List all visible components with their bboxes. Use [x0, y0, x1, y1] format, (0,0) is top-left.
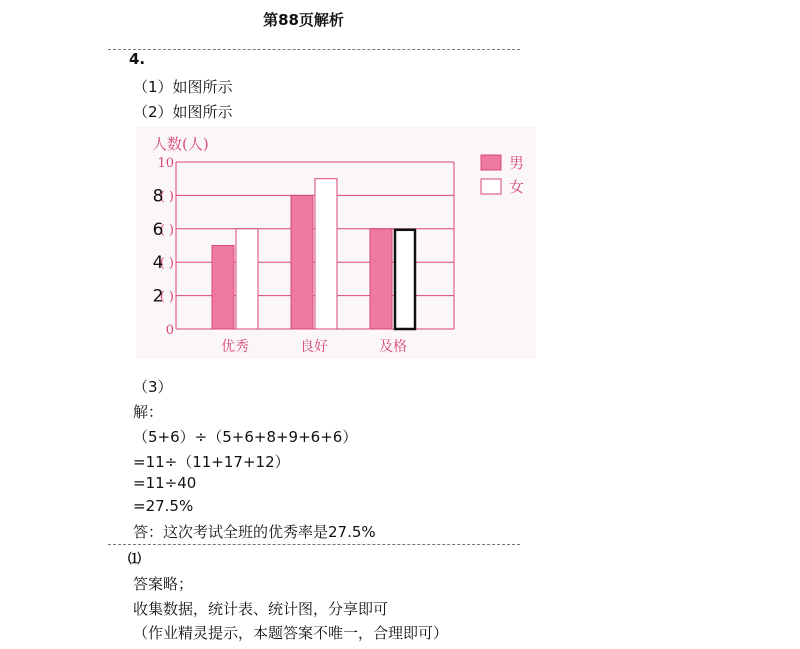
- section2-line-1: 答案略；: [133, 575, 194, 593]
- bar-chart-svg: [136, 127, 536, 359]
- page-title: 第88页解析: [263, 11, 344, 29]
- part-1-text: （1）如图所示: [133, 78, 233, 96]
- section-divider-bottom: [108, 544, 520, 545]
- bar-boys-1: [291, 195, 313, 329]
- legend-label-1: 女: [509, 178, 525, 196]
- bar-girls-1: [315, 179, 337, 329]
- y-axis-label: 人数(人): [152, 135, 209, 153]
- y-tick-label-10: 10: [157, 156, 174, 171]
- x-tick-label-1: 良好: [300, 339, 328, 355]
- y-tick-answer-4: 4: [152, 253, 164, 274]
- section2-line-3: （作业精灵提示，本题答案不唯一，合理即可）: [133, 624, 449, 642]
- bar-boys-0: [212, 246, 234, 330]
- bar-boys-2: [370, 229, 392, 329]
- solution-step-1: （5+6）÷（5+6+8+9+6+6）: [133, 428, 358, 446]
- question-number: 4.: [129, 50, 146, 68]
- legend-swatch-0: [481, 155, 501, 170]
- section-divider-top: [108, 49, 520, 50]
- solution-label: 解：: [133, 403, 164, 421]
- x-tick-label-2: 及格: [379, 339, 407, 355]
- y-tick-label-6: ( ): [159, 222, 174, 238]
- solution-step-4: =27.5%: [133, 497, 194, 515]
- solution-step-3: =11÷40: [133, 474, 197, 492]
- answer-text: 答：这次考试全班的优秀率是27.5%: [133, 523, 376, 541]
- part-2-text: （2）如图所示: [133, 103, 233, 121]
- y-tick-answer-6: 6: [152, 219, 164, 240]
- section2-line-2: 收集数据，统计表、统计图，分享即可: [133, 600, 389, 618]
- y-tick-label-8: ( ): [159, 189, 174, 205]
- legend-swatch-1: [481, 179, 501, 194]
- y-tick-answer-8: 8: [152, 186, 164, 207]
- bar-girls-0: [236, 229, 258, 329]
- y-tick-answer-2: 2: [152, 286, 164, 307]
- y-tick-label-2: ( ): [159, 289, 174, 305]
- legend-label-0: 男: [509, 154, 525, 172]
- bar-chart: [136, 127, 536, 359]
- y-tick-label-0: 0: [165, 323, 174, 338]
- x-tick-label-0: 优秀: [221, 339, 249, 355]
- part-3-text: （3）: [133, 378, 173, 396]
- bar-girls-2: [395, 230, 415, 329]
- sub-question-number: ⑴: [128, 552, 142, 567]
- solution-step-2: =11÷（11+17+12）: [133, 453, 290, 471]
- y-tick-label-4: ( ): [159, 256, 174, 272]
